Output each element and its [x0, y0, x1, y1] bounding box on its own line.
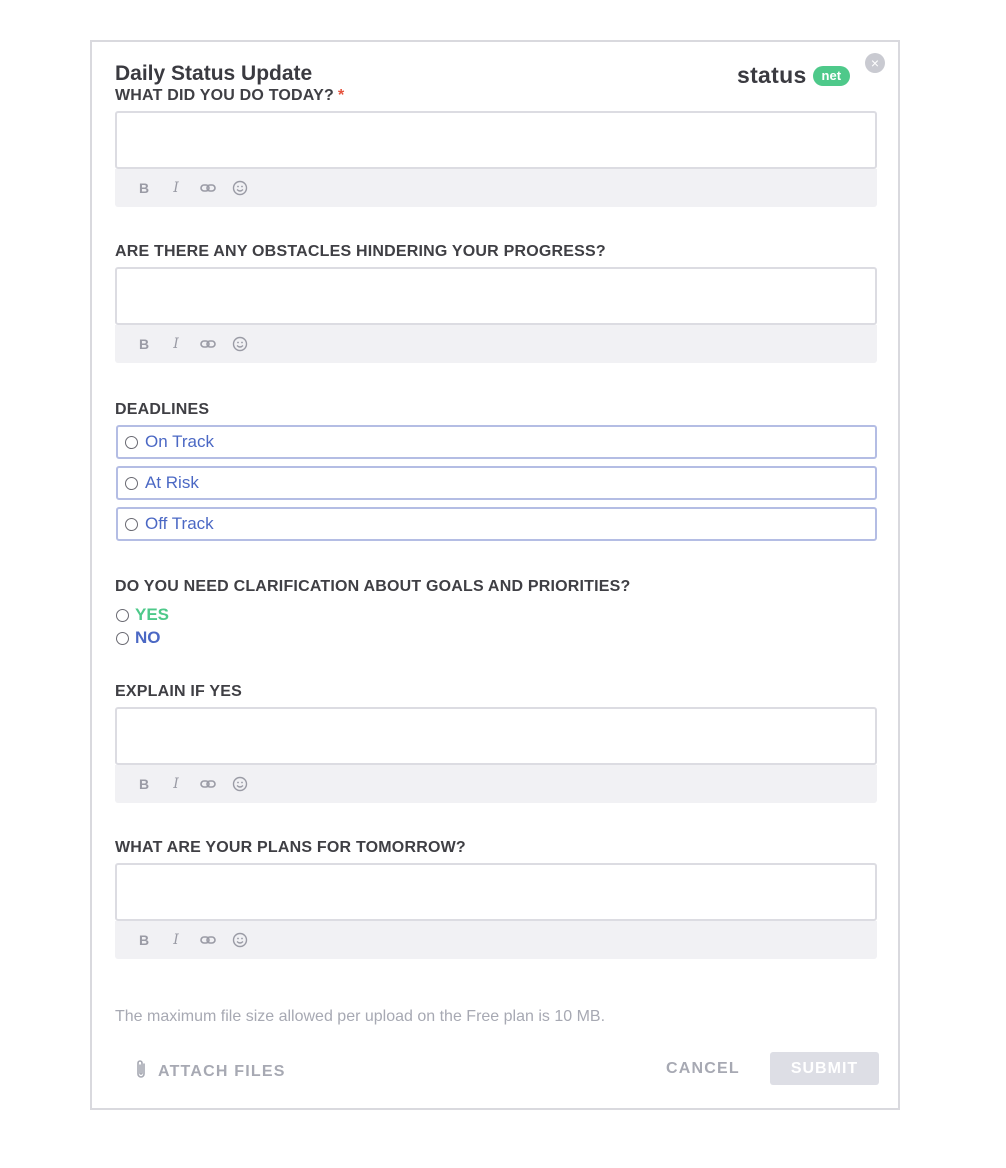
- cancel-button[interactable]: CANCEL: [666, 1060, 740, 1077]
- required-marker: *: [337, 87, 345, 104]
- explain-input[interactable]: [115, 707, 877, 765]
- deadline-option-on-track[interactable]: [116, 425, 877, 459]
- explain-label: EXPLAIN IF YES: [115, 683, 242, 700]
- editor-obstacles: [115, 267, 877, 363]
- deadline-option-at-risk[interactable]: [116, 466, 877, 500]
- form-title: Daily Status Update: [115, 62, 313, 85]
- editor-tomorrow: [115, 863, 877, 959]
- italic-button[interactable]: I: [173, 932, 179, 948]
- editor-toolbar: [115, 325, 877, 363]
- italic-button[interactable]: I: [173, 336, 179, 352]
- radio-icon: [116, 609, 129, 622]
- question-clarification-label: DO YOU NEED CLARIFICATION ABOUT GOALS AND PRIORITIES?: [115, 578, 631, 595]
- question-tomorrow-label: WHAT ARE YOUR PLANS FOR TOMORROW?: [115, 839, 466, 856]
- editor-explain: [115, 707, 877, 803]
- close-icon: ×: [870, 55, 880, 71]
- choice-label: YES: [135, 605, 170, 624]
- clarification-yes[interactable]: [116, 605, 169, 625]
- option-label: At Risk: [145, 473, 199, 492]
- link-icon[interactable]: [199, 179, 217, 197]
- emoji-icon[interactable]: [231, 775, 249, 793]
- italic-button[interactable]: I: [173, 776, 179, 792]
- link-icon[interactable]: [199, 775, 217, 793]
- question-obstacles-label: ARE THERE ANY OBSTACLES HINDERING YOUR PROGRESS?: [115, 243, 606, 260]
- statusnet-logo: [737, 62, 850, 89]
- editor-toolbar: [115, 765, 877, 803]
- choice-label: NO: [135, 628, 161, 647]
- tomorrow-input[interactable]: [115, 863, 877, 921]
- deadline-option-off-track[interactable]: [116, 507, 877, 541]
- bold-button[interactable]: B: [138, 336, 150, 352]
- radio-icon: [125, 518, 138, 531]
- today-input[interactable]: [115, 111, 877, 169]
- question-today-text: WHAT DID YOU DO TODAY?: [115, 87, 334, 104]
- file-size-note: The maximum file size allowed per upload on the Free plan is 10 MB.: [115, 1008, 606, 1025]
- attach-files-label: ATTACH FILES: [158, 1062, 286, 1080]
- attach-files-button[interactable]: [134, 1058, 286, 1085]
- radio-icon: [116, 632, 129, 645]
- radio-icon: [125, 477, 138, 490]
- submit-button[interactable]: SUBMIT: [770, 1052, 879, 1085]
- editor-today: [115, 111, 877, 207]
- italic-button[interactable]: I: [173, 180, 179, 196]
- obstacles-input[interactable]: [115, 267, 877, 325]
- link-icon[interactable]: [199, 335, 217, 353]
- logo-text: status: [737, 62, 807, 88]
- bold-button[interactable]: B: [138, 180, 150, 196]
- emoji-icon[interactable]: [231, 335, 249, 353]
- editor-toolbar: [115, 921, 877, 959]
- link-icon[interactable]: [199, 931, 217, 949]
- radio-icon: [125, 436, 138, 449]
- bold-button[interactable]: B: [138, 932, 150, 948]
- emoji-icon[interactable]: [231, 931, 249, 949]
- clarification-no[interactable]: [116, 628, 161, 648]
- question-today-label: [115, 87, 344, 105]
- emoji-icon[interactable]: [231, 179, 249, 197]
- option-label: On Track: [145, 432, 214, 451]
- paperclip-icon: [134, 1058, 148, 1085]
- deadlines-label: DEADLINES: [115, 401, 210, 418]
- logo-pill: net: [813, 66, 851, 86]
- editor-toolbar: [115, 169, 877, 207]
- bold-button[interactable]: B: [138, 776, 150, 792]
- close-button[interactable]: [865, 53, 885, 73]
- option-label: Off Track: [145, 514, 214, 533]
